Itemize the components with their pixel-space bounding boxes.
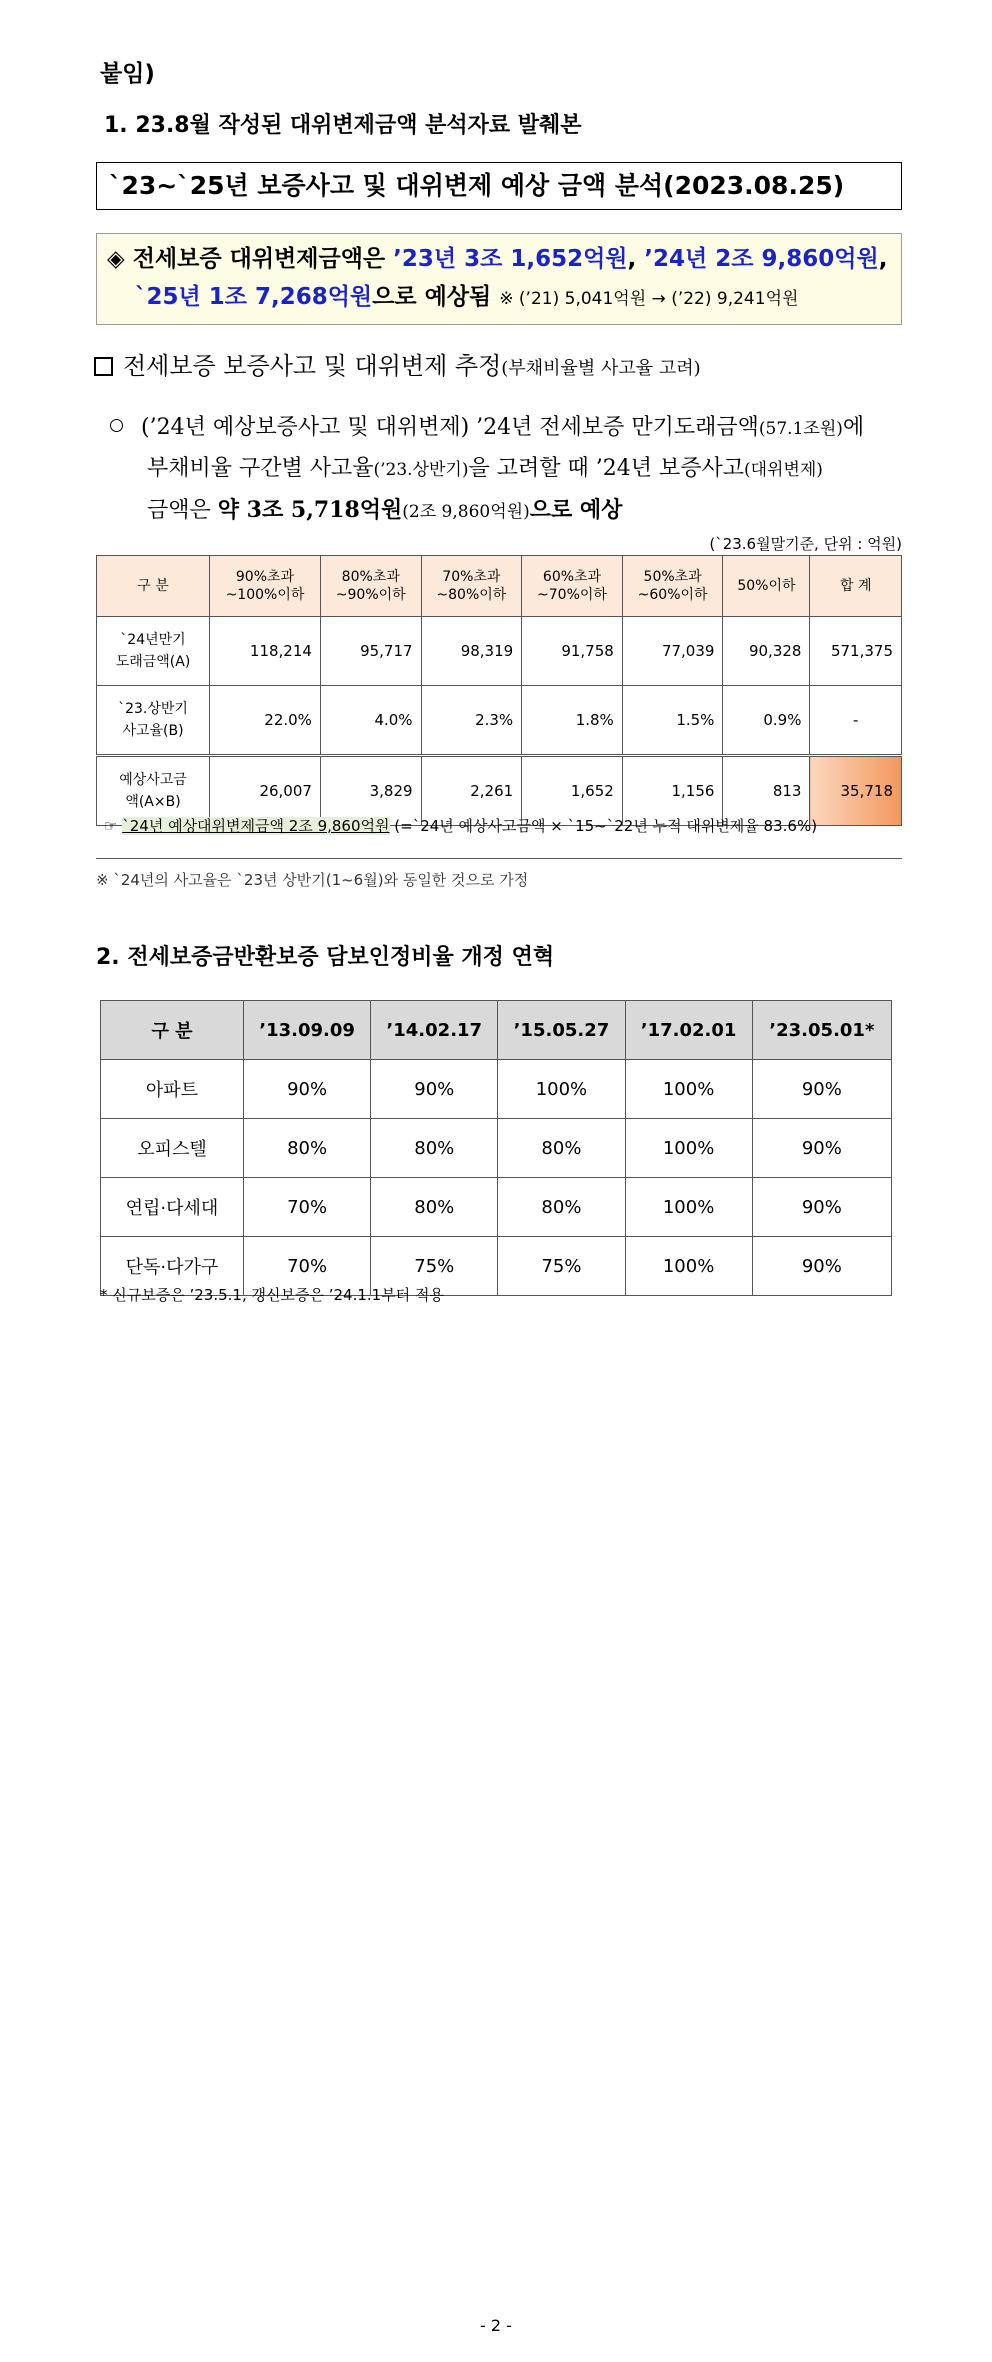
table-cell: 0.9% xyxy=(723,686,810,756)
summary-highlight-box xyxy=(96,233,902,325)
table-cell: - xyxy=(810,686,902,756)
table-cell: 70% xyxy=(244,1237,371,1296)
table-cell: 91,758 xyxy=(522,617,623,686)
paragraph-note: (’23.상반기) xyxy=(373,460,469,480)
note-rest: (=`24년 예상사고금액 × `15~`22년 누적 대위변제율 83.6%) xyxy=(389,817,818,835)
table-row xyxy=(97,686,902,756)
table-cell: 80% xyxy=(371,1178,498,1237)
total-highlight-cell: 35,718 xyxy=(810,756,902,826)
row-label: `23.상반기 사고율(B) xyxy=(97,686,210,756)
pointing-hand-icon: ☞ xyxy=(104,817,118,835)
table-cell: 90% xyxy=(752,1178,891,1237)
table-cell: 813 xyxy=(723,756,810,826)
table-header: 70%초과 ~80%이하 xyxy=(421,556,522,617)
table-header: 90%초과 ~100%이하 xyxy=(210,556,321,617)
square-bullet-icon xyxy=(94,357,113,376)
attachment-label: 붙임) xyxy=(100,61,155,87)
table-cell: 22.0% xyxy=(210,686,321,756)
table-header: ’15.05.27 xyxy=(498,1001,625,1060)
table-cell: 90% xyxy=(371,1060,498,1119)
table-header: 50%이하 xyxy=(723,556,810,617)
amount-2025: `25년 1조 7,268억원 xyxy=(135,284,373,310)
table-cell: 2.3% xyxy=(421,686,522,756)
table-cell: 1.8% xyxy=(522,686,623,756)
paragraph-note: (57.1조원) xyxy=(758,419,843,439)
amount-2023: ’23년 3조 1,652억원 xyxy=(393,246,628,272)
summary-line-2 xyxy=(107,278,901,318)
table2-footnote: * 신규보증은 ’23.5.1, 갱신보증은 ’24.1.1부터 적용 xyxy=(100,1286,444,1304)
table-cell: 75% xyxy=(371,1237,498,1296)
table-cell: 2,261 xyxy=(421,756,522,826)
row-label: 아파트 xyxy=(101,1060,244,1119)
summary-history-note: ※ (’21) 5,041억원 → (’22) 9,241억원 xyxy=(499,289,799,309)
table-cell: 70% xyxy=(244,1178,371,1237)
section2-title: 2. 전세보증금반환보증 담보인정비율 개정 연혁 xyxy=(96,945,555,970)
table-cell: 1,156 xyxy=(622,756,723,826)
table-header: 50%초과 ~60%이하 xyxy=(622,556,723,617)
table-cell: 4.0% xyxy=(320,686,421,756)
table-cell: 90% xyxy=(244,1060,371,1119)
table-header: 80%초과 ~90%이하 xyxy=(320,556,421,617)
table-cell: 75% xyxy=(498,1237,625,1296)
table-row xyxy=(97,617,902,686)
table-cell: 98,319 xyxy=(421,617,522,686)
paragraph-bold-amount: 약 3조 5,718억원 xyxy=(217,497,403,523)
table-header-row xyxy=(97,556,902,617)
summary-separator: , xyxy=(627,246,637,272)
page-number: - 2 - xyxy=(480,2316,512,2335)
table-cell: 100% xyxy=(498,1060,625,1119)
paragraph-bold-text: 으로 예상 xyxy=(529,497,623,523)
table-row xyxy=(101,1178,892,1237)
table-row xyxy=(101,1060,892,1119)
table-cell: 80% xyxy=(498,1178,625,1237)
row-label: 예상사고금 액(A×B) xyxy=(97,756,210,826)
paragraph-text: 금액은 xyxy=(147,498,218,523)
table-cell: 100% xyxy=(625,1237,752,1296)
paragraph-text: 에 xyxy=(842,415,865,440)
summary-line-1 xyxy=(107,240,901,278)
paragraph-note: (2조 9,860억원) xyxy=(402,502,530,522)
ltv-history-table xyxy=(100,1000,892,1296)
subheading xyxy=(94,346,701,381)
table-header-row xyxy=(101,1001,892,1060)
paragraph-line-1 xyxy=(110,408,910,449)
paragraph-note: (대위변제) xyxy=(743,460,823,480)
note-highlight: `24년 예상대위변제금액 2조 9,860억원 xyxy=(122,817,390,835)
table-header: ’23.05.01* xyxy=(752,1001,891,1060)
table-header: ’14.02.17 xyxy=(371,1001,498,1060)
table-cell: 90,328 xyxy=(723,617,810,686)
paragraph-line-2 xyxy=(110,449,910,490)
table-cell: 100% xyxy=(625,1119,752,1178)
table-header: 60%초과 ~70%이하 xyxy=(522,556,623,617)
paragraph-text: ’24년 전세보증 만기도래금액 xyxy=(469,415,759,440)
table-cell: 90% xyxy=(752,1237,891,1296)
table-cell: 77,039 xyxy=(622,617,723,686)
table-cell: 80% xyxy=(244,1119,371,1178)
table-cell: 26,007 xyxy=(210,756,321,826)
paragraph-heading: (’24년 예상보증사고 및 대위변제) xyxy=(141,415,470,440)
estimate-paragraph xyxy=(110,408,910,532)
table-cell: 90% xyxy=(752,1119,891,1178)
table-cell: 571,375 xyxy=(810,617,902,686)
row-label: 연립·다세대 xyxy=(101,1178,244,1237)
summary-line1-end: , xyxy=(878,246,888,272)
subheading-main: 전세보증 보증사고 및 대위변제 추정 xyxy=(123,352,502,380)
table-cell: 100% xyxy=(625,1178,752,1237)
paragraph-line-3 xyxy=(110,490,910,532)
table1-unit-note: (`23.6월말기준, 단위 : 억원) xyxy=(709,535,902,553)
summary-prefix: 전세보증 대위변제금액은 xyxy=(132,246,386,272)
table-cell: 3,829 xyxy=(320,756,421,826)
section1-title: 1. 23.8월 작성된 대위변제금액 분석자료 발췌본 xyxy=(104,113,582,138)
table-header: ’17.02.01 xyxy=(625,1001,752,1060)
table-header: 구 분 xyxy=(101,1001,244,1060)
row-label: 단독·다가구 xyxy=(101,1237,244,1296)
table-cell: 80% xyxy=(498,1119,625,1178)
table-cell: 95,717 xyxy=(320,617,421,686)
table-header: 구 분 xyxy=(97,556,210,617)
row-label: 오피스텔 xyxy=(101,1119,244,1178)
table-header: 합 계 xyxy=(810,556,902,617)
table-cell: 90% xyxy=(752,1060,891,1119)
divider xyxy=(96,858,902,859)
summary-suffix: 으로 예상됨 xyxy=(372,284,492,310)
accident-estimate-table xyxy=(96,555,902,826)
table-cell: 1,652 xyxy=(522,756,623,826)
table-header: ’13.09.09 xyxy=(244,1001,371,1060)
table-cell: 80% xyxy=(371,1119,498,1178)
paragraph-text: 을 고려할 때 ’24년 보증사고 xyxy=(468,456,744,481)
table1-footnote: ※ `24년의 사고율은 `23년 상반기(1~6월)와 동일한 것으로 가정 xyxy=(96,871,529,889)
table-cell: 118,214 xyxy=(210,617,321,686)
diamond-icon: ◈ xyxy=(107,246,125,272)
row-label: `24년만기 도래금액(A) xyxy=(97,617,210,686)
paragraph-text: 부채비율 구간별 사고율 xyxy=(147,456,374,481)
table-cell: 100% xyxy=(625,1060,752,1119)
analysis-title-box: `23~`25년 보증사고 및 대위변제 예상 금액 분석(2023.08.25) xyxy=(96,162,902,210)
amount-2024: ’24년 2조 9,860억원 xyxy=(644,246,879,272)
table-cell: 1.5% xyxy=(622,686,723,756)
circle-bullet-icon xyxy=(110,419,123,432)
subheading-note: (부채비율별 사고율 고려) xyxy=(501,358,701,379)
table1-note xyxy=(104,815,817,836)
table-row xyxy=(101,1119,892,1178)
